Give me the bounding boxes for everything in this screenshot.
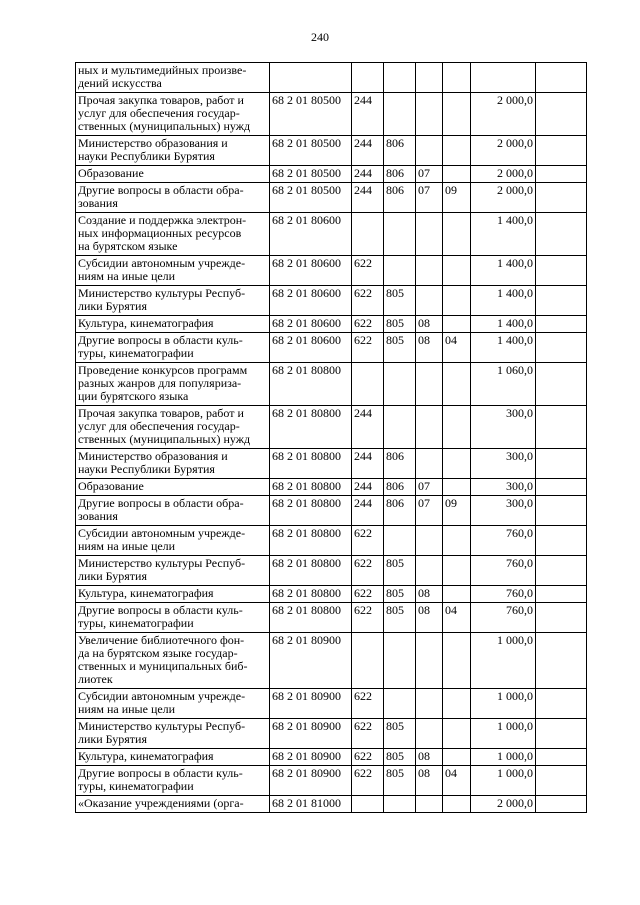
table-row xyxy=(76,479,587,496)
administrator-code-cell: 805 xyxy=(384,556,416,586)
section-code-cell xyxy=(416,689,443,719)
table-row xyxy=(76,603,587,633)
target-article-code-cell: 68 2 01 80900 xyxy=(270,749,352,766)
subsection-code-cell xyxy=(443,136,471,166)
section-code-cell xyxy=(416,136,443,166)
subsection-code-cell xyxy=(443,363,471,406)
section-code-cell: 07 xyxy=(416,183,443,213)
target-article-code-cell: 68 2 01 80600 xyxy=(270,316,352,333)
extra-column-cell xyxy=(536,93,587,136)
subsection-code-cell xyxy=(443,719,471,749)
section-code-cell xyxy=(416,556,443,586)
subsection-code-cell xyxy=(443,479,471,496)
administrator-code-cell: 806 xyxy=(384,166,416,183)
subsection-code-cell xyxy=(443,256,471,286)
target-article-code-cell: 68 2 01 80800 xyxy=(270,479,352,496)
expense-type-cell: 622 xyxy=(352,333,384,363)
expense-type-cell: 244 xyxy=(352,406,384,449)
target-article-code-cell: 68 2 01 80900 xyxy=(270,719,352,749)
item-name-cell: Субсидии автономным учрежде- ниям на иные цели xyxy=(76,526,270,556)
administrator-code-cell: 806 xyxy=(384,183,416,213)
expense-type-cell xyxy=(352,363,384,406)
administrator-code-cell: 805 xyxy=(384,719,416,749)
budget-table xyxy=(75,62,587,813)
table-row xyxy=(76,719,587,749)
expense-type-cell: 622 xyxy=(352,556,384,586)
section-code-cell: 08 xyxy=(416,749,443,766)
section-code-cell xyxy=(416,406,443,449)
subsection-code-cell xyxy=(443,449,471,479)
table-row xyxy=(76,286,587,316)
subsection-code-cell: 04 xyxy=(443,603,471,633)
extra-column-cell xyxy=(536,136,587,166)
expense-type-cell: 622 xyxy=(352,286,384,316)
expense-type-cell: 622 xyxy=(352,719,384,749)
amount-cell: 2 000,0 xyxy=(471,136,536,166)
amount-cell: 1 400,0 xyxy=(471,316,536,333)
amount-cell: 2 000,0 xyxy=(471,796,536,813)
target-article-code-cell: 68 2 01 80600 xyxy=(270,286,352,316)
administrator-code-cell: 805 xyxy=(384,316,416,333)
target-article-code-cell: 68 2 01 80800 xyxy=(270,556,352,586)
administrator-code-cell: 805 xyxy=(384,749,416,766)
table-row xyxy=(76,556,587,586)
section-code-cell xyxy=(416,286,443,316)
amount-cell: 1 400,0 xyxy=(471,256,536,286)
item-name-cell: Министерство культуры Респуб- лики Бурятия xyxy=(76,719,270,749)
subsection-code-cell xyxy=(443,406,471,449)
section-code-cell xyxy=(416,449,443,479)
expense-type-cell: 622 xyxy=(352,316,384,333)
subsection-code-cell xyxy=(443,213,471,256)
expense-type-cell: 622 xyxy=(352,766,384,796)
subsection-code-cell xyxy=(443,286,471,316)
section-code-cell: 07 xyxy=(416,479,443,496)
expense-type-cell: 244 xyxy=(352,183,384,213)
extra-column-cell xyxy=(536,796,587,813)
administrator-code-cell xyxy=(384,63,416,93)
item-name-cell: Культура, кинематография xyxy=(76,749,270,766)
administrator-code-cell: 806 xyxy=(384,496,416,526)
administrator-code-cell xyxy=(384,526,416,556)
subsection-code-cell xyxy=(443,586,471,603)
item-name-cell: Создание и поддержка электрон- ных информационных ресурсов на бурятском языке xyxy=(76,213,270,256)
table-row xyxy=(76,213,587,256)
administrator-code-cell: 805 xyxy=(384,766,416,796)
item-name-cell: Образование xyxy=(76,479,270,496)
extra-column-cell xyxy=(536,496,587,526)
extra-column-cell xyxy=(536,449,587,479)
amount-cell: 1 000,0 xyxy=(471,689,536,719)
target-article-code-cell: 68 2 01 80900 xyxy=(270,766,352,796)
amount-cell: 300,0 xyxy=(471,449,536,479)
expense-type-cell xyxy=(352,213,384,256)
amount-cell: 760,0 xyxy=(471,603,536,633)
expense-type-cell: 244 xyxy=(352,449,384,479)
item-name-cell: Министерство культуры Респуб- лики Бурятия xyxy=(76,556,270,586)
section-code-cell xyxy=(416,256,443,286)
table-row xyxy=(76,766,587,796)
target-article-code-cell: 68 2 01 80800 xyxy=(270,449,352,479)
subsection-code-cell: 04 xyxy=(443,766,471,796)
item-name-cell: Культура, кинематография xyxy=(76,586,270,603)
extra-column-cell xyxy=(536,689,587,719)
item-name-cell: Другие вопросы в области куль- туры, кинематографии xyxy=(76,333,270,363)
expense-type-cell: 244 xyxy=(352,93,384,136)
table-row xyxy=(76,333,587,363)
item-name-cell: Другие вопросы в области обра- зования xyxy=(76,496,270,526)
extra-column-cell xyxy=(536,183,587,213)
target-article-code-cell: 68 2 01 80900 xyxy=(270,633,352,689)
table-row xyxy=(76,363,587,406)
amount-cell: 1 000,0 xyxy=(471,719,536,749)
extra-column-cell xyxy=(536,603,587,633)
item-name-cell: ных и мультимедийных произве- дений искусства xyxy=(76,63,270,93)
page-number: 240 xyxy=(311,30,329,44)
subsection-code-cell xyxy=(443,633,471,689)
subsection-code-cell: 09 xyxy=(443,183,471,213)
target-article-code-cell: 68 2 01 80600 xyxy=(270,333,352,363)
extra-column-cell xyxy=(536,256,587,286)
item-name-cell: Субсидии автономным учрежде- ниям на иные цели xyxy=(76,689,270,719)
extra-column-cell xyxy=(536,363,587,406)
amount-cell: 760,0 xyxy=(471,586,536,603)
target-article-code-cell: 68 2 01 80600 xyxy=(270,256,352,286)
section-code-cell: 08 xyxy=(416,333,443,363)
amount-cell: 1 400,0 xyxy=(471,213,536,256)
table-row xyxy=(76,136,587,166)
section-code-cell: 07 xyxy=(416,496,443,526)
section-code-cell: 08 xyxy=(416,586,443,603)
amount-cell: 760,0 xyxy=(471,556,536,586)
target-article-code-cell: 68 2 01 80500 xyxy=(270,136,352,166)
table-row xyxy=(76,63,587,93)
subsection-code-cell: 09 xyxy=(443,496,471,526)
subsection-code-cell xyxy=(443,689,471,719)
administrator-code-cell xyxy=(384,633,416,689)
subsection-code-cell xyxy=(443,556,471,586)
extra-column-cell xyxy=(536,316,587,333)
extra-column-cell xyxy=(536,166,587,183)
expense-type-cell xyxy=(352,633,384,689)
extra-column-cell xyxy=(536,213,587,256)
section-code-cell: 08 xyxy=(416,316,443,333)
administrator-code-cell xyxy=(384,796,416,813)
table-row xyxy=(76,749,587,766)
expense-type-cell: 622 xyxy=(352,586,384,603)
administrator-code-cell xyxy=(384,406,416,449)
item-name-cell: Другие вопросы в области куль- туры, кинематографии xyxy=(76,603,270,633)
administrator-code-cell: 805 xyxy=(384,286,416,316)
section-code-cell xyxy=(416,63,443,93)
section-code-cell xyxy=(416,93,443,136)
extra-column-cell xyxy=(536,526,587,556)
administrator-code-cell xyxy=(384,256,416,286)
amount-cell: 760,0 xyxy=(471,526,536,556)
expense-type-cell: 244 xyxy=(352,496,384,526)
item-name-cell: Субсидии автономным учрежде- ниям на иные цели xyxy=(76,256,270,286)
section-code-cell: 08 xyxy=(416,766,443,796)
target-article-code-cell: 68 2 01 80800 xyxy=(270,586,352,603)
administrator-code-cell xyxy=(384,363,416,406)
amount-cell: 1 000,0 xyxy=(471,766,536,796)
administrator-code-cell: 806 xyxy=(384,449,416,479)
amount-cell: 300,0 xyxy=(471,406,536,449)
item-name-cell: Другие вопросы в области куль- туры, кинематографии xyxy=(76,766,270,796)
extra-column-cell xyxy=(536,556,587,586)
expense-type-cell: 244 xyxy=(352,166,384,183)
section-code-cell xyxy=(416,719,443,749)
subsection-code-cell xyxy=(443,166,471,183)
section-code-cell xyxy=(416,363,443,406)
table-row xyxy=(76,93,587,136)
table-body xyxy=(76,63,587,813)
section-code-cell xyxy=(416,526,443,556)
amount-cell: 300,0 xyxy=(471,479,536,496)
item-name-cell: Культура, кинематография xyxy=(76,316,270,333)
table-row xyxy=(76,586,587,603)
amount-cell: 1 400,0 xyxy=(471,333,536,363)
expense-type-cell: 622 xyxy=(352,749,384,766)
administrator-code-cell: 805 xyxy=(384,586,416,603)
target-article-code-cell: 68 2 01 80600 xyxy=(270,213,352,256)
item-name-cell: «Оказание учреждениями (орга- xyxy=(76,796,270,813)
table-row xyxy=(76,406,587,449)
target-article-code-cell xyxy=(270,63,352,93)
table-row xyxy=(76,183,587,213)
administrator-code-cell xyxy=(384,93,416,136)
extra-column-cell xyxy=(536,586,587,603)
target-article-code-cell: 68 2 01 80500 xyxy=(270,183,352,213)
table-row xyxy=(76,796,587,813)
administrator-code-cell: 806 xyxy=(384,479,416,496)
extra-column-cell xyxy=(536,333,587,363)
amount-cell: 1 400,0 xyxy=(471,286,536,316)
extra-column-cell xyxy=(536,63,587,93)
amount-cell: 1 000,0 xyxy=(471,633,536,689)
subsection-code-cell xyxy=(443,316,471,333)
section-code-cell xyxy=(416,213,443,256)
item-name-cell: Министерство культуры Респуб- лики Бурятия xyxy=(76,286,270,316)
amount-cell: 2 000,0 xyxy=(471,166,536,183)
item-name-cell: Министерство образования и науки Республики Бурятия xyxy=(76,136,270,166)
extra-column-cell xyxy=(536,406,587,449)
administrator-code-cell: 806 xyxy=(384,136,416,166)
section-code-cell: 07 xyxy=(416,166,443,183)
target-article-code-cell: 68 2 01 80800 xyxy=(270,526,352,556)
item-name-cell: Проведение конкурсов программ разных жанров для популяриза- ции бурятского языка xyxy=(76,363,270,406)
amount-cell: 1 060,0 xyxy=(471,363,536,406)
extra-column-cell xyxy=(536,749,587,766)
target-article-code-cell: 68 2 01 80500 xyxy=(270,166,352,183)
table-row xyxy=(76,316,587,333)
item-name-cell: Образование xyxy=(76,166,270,183)
section-code-cell: 08 xyxy=(416,603,443,633)
amount-cell: 1 000,0 xyxy=(471,749,536,766)
expense-type-cell: 244 xyxy=(352,136,384,166)
expense-type-cell: 622 xyxy=(352,256,384,286)
amount-cell xyxy=(471,63,536,93)
amount-cell: 300,0 xyxy=(471,496,536,526)
extra-column-cell xyxy=(536,719,587,749)
subsection-code-cell xyxy=(443,63,471,93)
expense-type-cell xyxy=(352,63,384,93)
table-row xyxy=(76,449,587,479)
administrator-code-cell: 805 xyxy=(384,333,416,363)
amount-cell: 2 000,0 xyxy=(471,93,536,136)
amount-cell: 2 000,0 xyxy=(471,183,536,213)
subsection-code-cell: 04 xyxy=(443,333,471,363)
target-article-code-cell: 68 2 01 80800 xyxy=(270,406,352,449)
expense-type-cell: 622 xyxy=(352,603,384,633)
section-code-cell xyxy=(416,633,443,689)
subsection-code-cell xyxy=(443,796,471,813)
target-article-code-cell: 68 2 01 80500 xyxy=(270,93,352,136)
administrator-code-cell xyxy=(384,213,416,256)
table-row xyxy=(76,633,587,689)
extra-column-cell xyxy=(536,479,587,496)
subsection-code-cell xyxy=(443,749,471,766)
extra-column-cell xyxy=(536,766,587,796)
target-article-code-cell: 68 2 01 80900 xyxy=(270,689,352,719)
item-name-cell: Другие вопросы в области обра- зования xyxy=(76,183,270,213)
administrator-code-cell xyxy=(384,689,416,719)
table-row xyxy=(76,166,587,183)
target-article-code-cell: 68 2 01 80800 xyxy=(270,363,352,406)
expense-type-cell: 622 xyxy=(352,689,384,719)
expense-type-cell: 244 xyxy=(352,479,384,496)
subsection-code-cell xyxy=(443,93,471,136)
expense-type-cell: 622 xyxy=(352,526,384,556)
table-row xyxy=(76,496,587,526)
target-article-code-cell: 68 2 01 81000 xyxy=(270,796,352,813)
administrator-code-cell: 805 xyxy=(384,603,416,633)
item-name-cell: Прочая закупка товаров, работ и услуг для обеспечения государ- ственных (муниципальных) нужд xyxy=(76,93,270,136)
extra-column-cell xyxy=(536,633,587,689)
subsection-code-cell xyxy=(443,526,471,556)
table-row xyxy=(76,689,587,719)
table-row xyxy=(76,526,587,556)
item-name-cell: Прочая закупка товаров, работ и услуг для обеспечения государ- ственных (муниципальных) нужд xyxy=(76,406,270,449)
table-row xyxy=(76,256,587,286)
item-name-cell: Увеличение библиотечного фон- да на бурятском языке государ- ственных и муниципальных биб- лиотек xyxy=(76,633,270,689)
expense-type-cell xyxy=(352,796,384,813)
extra-column-cell xyxy=(536,286,587,316)
target-article-code-cell: 68 2 01 80800 xyxy=(270,496,352,526)
item-name-cell: Министерство образования и науки Республики Бурятия xyxy=(76,449,270,479)
target-article-code-cell: 68 2 01 80800 xyxy=(270,603,352,633)
section-code-cell xyxy=(416,796,443,813)
